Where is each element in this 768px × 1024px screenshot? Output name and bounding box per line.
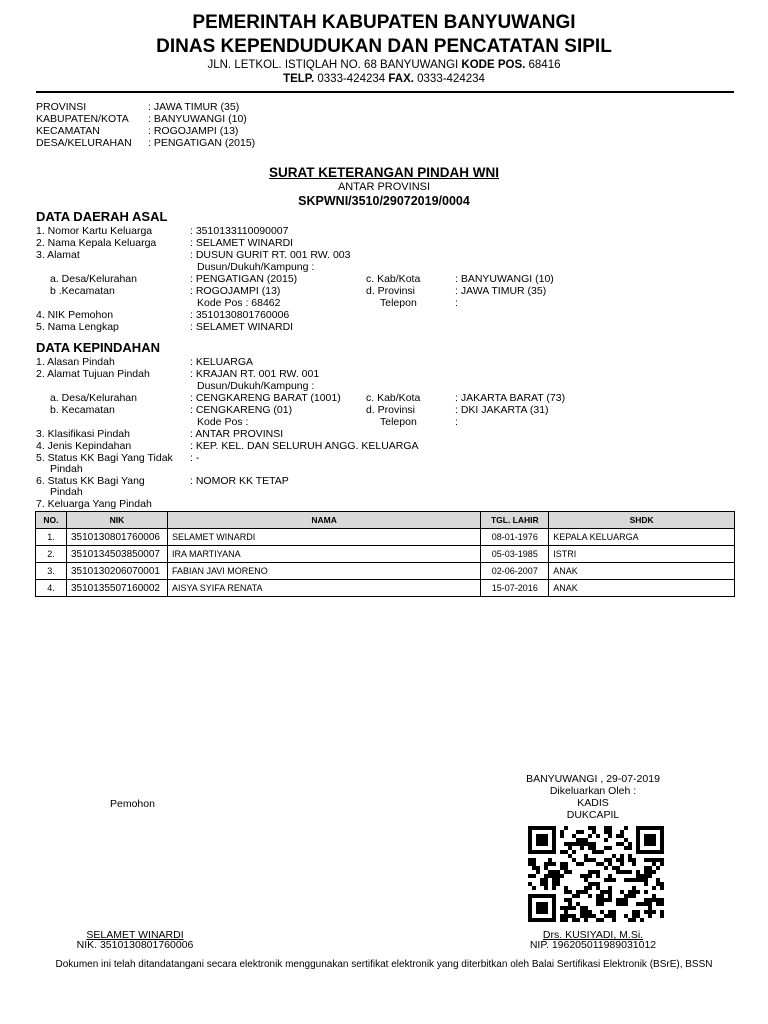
asal-prov-label: d. Provinsi [366, 285, 416, 297]
section-heading-asal: DATA DAERAH ASAL [36, 209, 168, 224]
pindah-keluarga-label: 7. Keluarga Yang Pindah [36, 498, 152, 510]
asal-nik-label: 4. NIK Pemohon [36, 309, 114, 321]
header-divider [36, 91, 734, 93]
cell-no: 2. [36, 546, 67, 563]
cell-nama: AISYA SYIFA RENATA [167, 580, 480, 597]
official-nip: NIP. 196205011989031012 [529, 939, 657, 951]
issued-by-label: Dikeluarkan Oleh : [549, 785, 637, 797]
asal-alamat-label: 3. Alamat [36, 249, 80, 261]
region-value-kabupaten: : BANYUWANGI (10) [148, 113, 247, 125]
asal-kodepos: Kode Pos : 68462 [197, 297, 281, 309]
table-row [36, 563, 735, 580]
asal-kepala-value: : SELAMET WINARDI [190, 237, 294, 249]
asal-desa-label: a. Desa/Kelurahan [50, 273, 137, 285]
pindah-alamat-value: : KRAJAN RT. 001 RW. 001 [190, 368, 320, 380]
asal-telepon-label: Telepon [380, 297, 417, 309]
asal-prov-value: : JAWA TIMUR (35) [455, 285, 547, 297]
cell-nama: FABIAN JAVI MORENO [167, 563, 480, 580]
col-header-tgl-lahir: TGL. LAHIR [481, 512, 549, 529]
header-agency-line2: DINAS KEPENDUDUKAN DAN PENCATATAN SIPIL [156, 36, 612, 57]
cell-no: 3. [36, 563, 67, 580]
pindah-alasan-value: : KELUARGA [190, 356, 254, 368]
col-header-nik: NIK [66, 512, 167, 529]
cell-tgl-lahir: 15-07-2016 [481, 580, 549, 597]
header-agency-line1: PEMERINTAH KABUPATEN BANYUWANGI [192, 12, 576, 33]
section-heading-kepindahan: DATA KEPINDAHAN [36, 340, 160, 355]
cell-shdk: ANAK [549, 580, 735, 597]
pindah-kab-label: c. Kab/Kota [366, 392, 421, 404]
pindah-dusun: Dusun/Dukuh/Kampung : [197, 380, 315, 392]
asal-desa-value: : PENGATIGAN (2015) [190, 273, 298, 285]
region-value-kecamatan: : ROGOJAMPI (13) [148, 125, 239, 137]
pindah-status-tidak-label: 5. Status KK Bagi Yang Tidak [36, 452, 173, 464]
pindah-desa-value: : CENGKARENG BARAT (1001) [190, 392, 341, 404]
pindah-status-tidak-value: : - [190, 452, 200, 464]
pindah-kec-label: b. Kecamatan [50, 404, 115, 416]
region-label-desa: DESA/KELURAHAN [36, 137, 132, 149]
asal-nama-label: 5. Nama Lengkap [36, 321, 119, 333]
col-header-nama: NAMA [167, 512, 480, 529]
family-members-table [35, 511, 735, 597]
cell-tgl-lahir: 08-01-1976 [481, 529, 549, 546]
cell-nik: 3510130206070001 [66, 563, 167, 580]
pindah-alasan-label: 1. Alasan Pindah [36, 356, 115, 368]
official-position-2: DUKCAPIL [566, 809, 620, 821]
table-header-row [36, 512, 735, 529]
table-row [36, 529, 735, 546]
pindah-jenis-label: 4. Jenis Kepindahan [36, 440, 132, 452]
asal-kab-label: c. Kab/Kota [366, 273, 421, 285]
footer-esign-note: Dokumen ini telah ditandatangani secara elektronik menggunakan sertifikat elektronik yang diterbitkan oleh Balai Sertifikasi Elektronik (BSrE), BSSN [55, 959, 713, 970]
table-row [36, 580, 735, 597]
cell-nama: IRA MARTIYANA [167, 546, 480, 563]
document-subtitle: ANTAR PROVINSI [337, 181, 431, 193]
region-value-provinsi: : JAWA TIMUR (35) [148, 101, 240, 113]
asal-kk-value: : 3510133110090007 [190, 225, 289, 237]
region-label-kabupaten: KABUPATEN/KOTA [36, 113, 129, 125]
official-position-1: KADIS [577, 797, 609, 809]
asal-alamat-value: : DUSUN GURIT RT. 001 RW. 003 [190, 249, 351, 261]
pindah-status-tidak-label-cont: Pindah [50, 463, 83, 475]
asal-kec-value: : ROGOJAMPI (13) [190, 285, 281, 297]
cell-nik: 3510135507160002 [66, 580, 167, 597]
asal-telepon-value: : [455, 297, 458, 309]
col-header-shdk: SHDK [549, 512, 735, 529]
cell-shdk: ISTRI [549, 546, 735, 563]
pindah-jenis-value: : KEP. KEL. DAN SELURUH ANGG. KELUARGA [190, 440, 419, 452]
asal-dusun: Dusun/Dukuh/Kampung : [197, 261, 315, 273]
official-name: Drs. KUSIYADI, M.Si. [542, 929, 644, 941]
cell-nik: 3510130801760006 [66, 529, 167, 546]
region-label-provinsi: PROVINSI [36, 101, 87, 113]
asal-nik-value: : 3510130801760006 [190, 309, 290, 321]
asal-kepala-label: 2. Nama Kepala Keluarga [36, 237, 157, 249]
pindah-prov-value: : DKI JAKARTA (31) [455, 404, 549, 416]
pindah-desa-label: a. Desa/Kelurahan [50, 392, 137, 404]
col-header-no: NO. [36, 512, 67, 529]
cell-tgl-lahir: 02-06-2007 [481, 563, 549, 580]
cell-shdk: ANAK [549, 563, 735, 580]
pindah-status-pindah-value: : NOMOR KK TETAP [190, 475, 289, 487]
cell-nik: 3510134503850007 [66, 546, 167, 563]
pindah-klasifikasi-label: 3. Klasifikasi Pindah [36, 428, 130, 440]
cell-tgl-lahir: 05-03-1985 [481, 546, 549, 563]
asal-kk-label: 1. Nomor Kartu Keluarga [36, 225, 153, 237]
pindah-prov-label: d. Provinsi [366, 404, 416, 416]
pindah-status-pindah-label-cont: Pindah [50, 486, 83, 498]
asal-kab-value: : BANYUWANGI (10) [455, 273, 554, 285]
region-label-kecamatan: KECAMATAN [36, 125, 100, 137]
qr-code-icon [528, 826, 664, 922]
pindah-status-pindah-label: 6. Status KK Bagi Yang [36, 475, 145, 487]
pindah-alamat-label: 2. Alamat Tujuan Pindah [36, 368, 150, 380]
pindah-kodepos: Kode Pos : [197, 416, 249, 428]
applicant-name: SELAMET WINARDI [86, 929, 184, 941]
header-address: JLN. LETKOL. ISTIQLAH NO. 68 BANYUWANGI KODE POS. 68416 [207, 59, 561, 71]
document-number: SKPWNI/3510/29072019/0004 [298, 194, 470, 208]
asal-kec-label: b .Kecamatan [50, 285, 115, 297]
document-title: SURAT KETERANGAN PINDAH WNI [269, 165, 499, 180]
pindah-telepon-label: Telepon [380, 416, 417, 428]
pindah-kab-value: : JAKARTA BARAT (73) [455, 392, 566, 404]
asal-nama-value: : SELAMET WINARDI [190, 321, 294, 333]
applicant-nik: NIK. 3510130801760006 [76, 939, 194, 951]
pindah-kec-value: : CENGKARENG (01) [190, 404, 293, 416]
pindah-klasifikasi-value: : ANTAR PROVINSI [190, 428, 284, 440]
applicant-label: Pemohon [110, 798, 155, 810]
cell-shdk: KEPALA KELUARGA [549, 529, 735, 546]
region-value-desa: : PENGATIGAN (2015) [148, 137, 256, 149]
table-row [36, 546, 735, 563]
cell-no: 4. [36, 580, 67, 597]
header-contact: TELP. 0333-424234 FAX. 0333-424234 [283, 73, 485, 85]
issue-place-date: BANYUWANGI , 29-07-2019 [526, 773, 660, 785]
cell-nama: SELAMET WINARDI [167, 529, 480, 546]
cell-no: 1. [36, 529, 67, 546]
pindah-telepon-value: : [455, 416, 458, 428]
